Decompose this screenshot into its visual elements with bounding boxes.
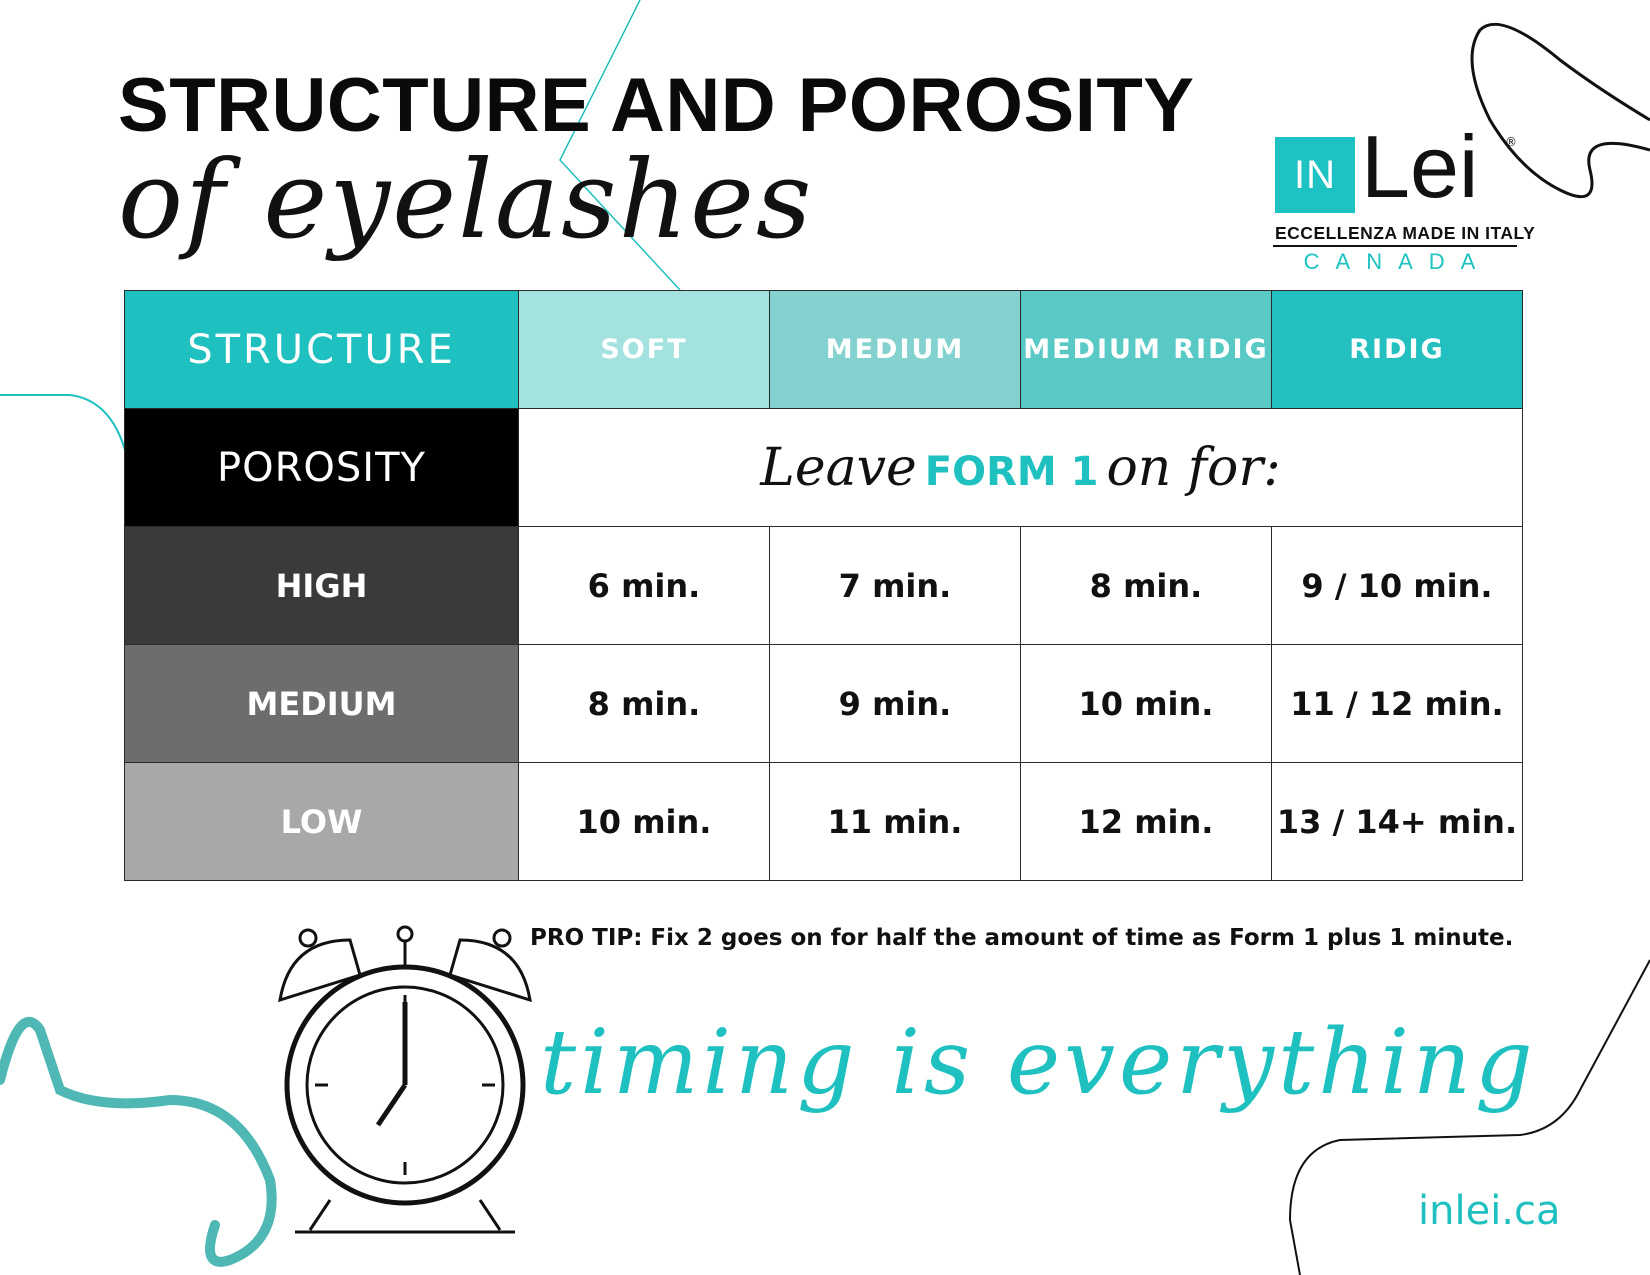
column-medium-ridig: MEDIUM RIDIG — [1021, 291, 1272, 409]
logo-divider — [1273, 245, 1517, 247]
page-subtitle: of eyelashes — [118, 138, 814, 263]
row-label-low: LOW — [125, 763, 519, 881]
instruction-before: Leave — [760, 437, 917, 498]
table-row — [125, 527, 1523, 645]
table-row — [125, 763, 1523, 881]
logo-country: CANADA — [1303, 249, 1492, 274]
bottom-left-teal-swirl — [0, 1022, 272, 1262]
alarm-clock-icon — [270, 920, 540, 1240]
page-title: STRUCTURE AND POROSITY — [118, 63, 1195, 148]
website-link[interactable]: inlei.ca — [1418, 1188, 1561, 1234]
logo-mark: IN — [1275, 137, 1355, 213]
cell-value: 8 min. — [1021, 527, 1272, 645]
cell-value: 11 min. — [770, 763, 1021, 881]
structure-header-row — [125, 291, 1523, 409]
cell-value: 10 min. — [519, 763, 770, 881]
instruction-cell — [519, 409, 1523, 527]
brand-logo — [1275, 117, 1536, 280]
cell-value: 13 / 14+ min. — [1272, 763, 1523, 881]
registered-mark: ® — [1505, 135, 1517, 149]
cell-value: 9 min. — [770, 645, 1021, 763]
tagline: timing is everything — [540, 1010, 1537, 1115]
row-label-medium: MEDIUM — [125, 645, 519, 763]
column-medium: MEDIUM — [770, 291, 1021, 409]
cell-value: 7 min. — [770, 527, 1021, 645]
logo-tagline: ECCELLENZA MADE IN ITALY — [1275, 223, 1536, 243]
cell-value: 9 / 10 min. — [1272, 527, 1523, 645]
cell-value: 6 min. — [519, 527, 770, 645]
pro-tip: PRO TIP: Fix 2 goes on for half the amount of time as Form 1 plus 1 minute. — [530, 925, 1514, 951]
row-label-high: HIGH — [125, 527, 519, 645]
cell-value: 12 min. — [1021, 763, 1272, 881]
instruction-after: on for: — [1106, 437, 1281, 498]
column-soft: SOFT — [519, 291, 770, 409]
table-row — [125, 645, 1523, 763]
structure-label: STRUCTURE — [125, 291, 519, 409]
timing-table — [124, 290, 1523, 881]
cell-value: 11 / 12 min. — [1272, 645, 1523, 763]
porosity-label: POROSITY — [125, 409, 519, 527]
cell-value: 10 min. — [1021, 645, 1272, 763]
cell-value: 8 min. — [519, 645, 770, 763]
porosity-header-row — [125, 409, 1523, 527]
column-ridig: RIDIG — [1272, 291, 1523, 409]
left-teal-curve — [0, 395, 125, 450]
logo-wordmark: Lei — [1361, 117, 1479, 216]
instruction-highlight: FORM 1 — [924, 448, 1099, 495]
